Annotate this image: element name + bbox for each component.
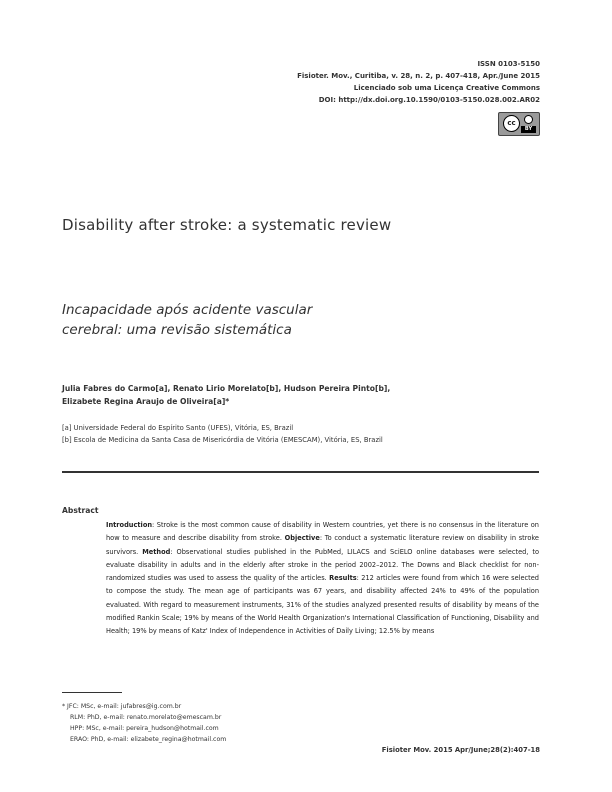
- person-icon: [524, 115, 533, 124]
- citation: Fisioter. Mov., Curitiba, v. 28, n. 2, p. 407-418, Apr./June 2015: [297, 72, 540, 80]
- footnote-divider: [62, 692, 122, 693]
- license-text[interactable]: Licenciado sob uma Licença Creative Commons: [353, 84, 540, 92]
- creative-commons-badge[interactable]: [498, 112, 540, 136]
- issn: ISSN 0103-5150: [477, 60, 540, 68]
- affiliation-b: [b] Escola de Medicina da Santa Casa de Misericórdia de Vitória (EMESCAM), Vitória, ES, Brazil: [62, 436, 383, 444]
- objective-label: Objective: [284, 534, 320, 543]
- footnotes: [62, 701, 226, 745]
- footnote-hpp: HPP: MSc, e-mail: pereira_hudson@hotmail.com: [70, 725, 219, 732]
- page-footer: Fisioter Mov. 2015 Apr/June;28(2):407-18: [381, 746, 540, 754]
- intro-label: Introduction: [106, 521, 153, 529]
- article-metadata: [297, 58, 540, 106]
- by-label: BY: [521, 126, 536, 133]
- results-label: Results: [329, 574, 357, 583]
- cc-logo-icon: cc: [503, 115, 520, 132]
- doi-link[interactable]: DOI: http://dx.doi.org.10.1590/0103-5150.028.002.AR02: [318, 96, 540, 104]
- footnote-erao: ERAO: PhD, e-mail: elizabete_regina@hotmail.com: [70, 736, 227, 743]
- affiliations: [62, 422, 383, 446]
- article-title: Disability after stroke: a systematic review: [62, 216, 392, 234]
- results-text: : 212 articles were found from which 16 were selected to compose the study. The mean age of participants was 67 years, and disability affected 24% to 49% of the population evaluated. With regard to measurement instruments, 31% of the studies analyzed presented results of disability by means of the modified Rankin Scale; 19% by means of the World Health Organization's International Classification of Functioning, Disability and Health; 19% by means of Katz' Index of Independence in Activities of Daily Living; 12.5% by means: [106, 574, 539, 636]
- intro-text: : Stroke is the most common cause of disability in Western countries, yet there is no consensus in the literature on how to measure and describe disability from stroke.: [106, 521, 539, 543]
- author-list: [62, 382, 390, 408]
- article-subtitle: [62, 300, 312, 340]
- method-text: : Observational studies published in the PubMed, LILACS and SciELO online databases were selected, to evaluate disability in adults and in the elderly after stroke in the period 2002–2012. The Downs and Black checklist for non-randomized studies was used to assess the quality of the articles.: [106, 547, 539, 583]
- objective-text: : To conduct a systematic literature review on disability in stroke survivors.: [106, 534, 539, 556]
- subtitle-line: Incapacidade após acidente vascular: [62, 302, 313, 318]
- authors-line: Elizabete Regina Araujo de Oliveira[a]*: [62, 397, 230, 406]
- footnote-jfc: * JFC: MSc, e-mail: jufabres@ig.com.br: [62, 703, 182, 710]
- affiliation-a: [a] Universidade Federal do Espírito Santo (UFES), Vitória, ES, Brazil: [62, 424, 294, 432]
- abstract-heading: Abstract: [62, 506, 99, 515]
- footnote-rlm: RLM: PhD, e-mail: renato.morelato@emescam.br: [70, 714, 222, 721]
- method-label: Method: [142, 547, 171, 556]
- authors-line: Julia Fabres do Carmo[a], Renato Lirio Morelato[b], Hudson Pereira Pinto[b],: [62, 384, 391, 393]
- divider-top: [62, 471, 539, 473]
- subtitle-line: cerebral: uma revisão sistemática: [62, 322, 292, 338]
- abstract-body: [106, 519, 539, 639]
